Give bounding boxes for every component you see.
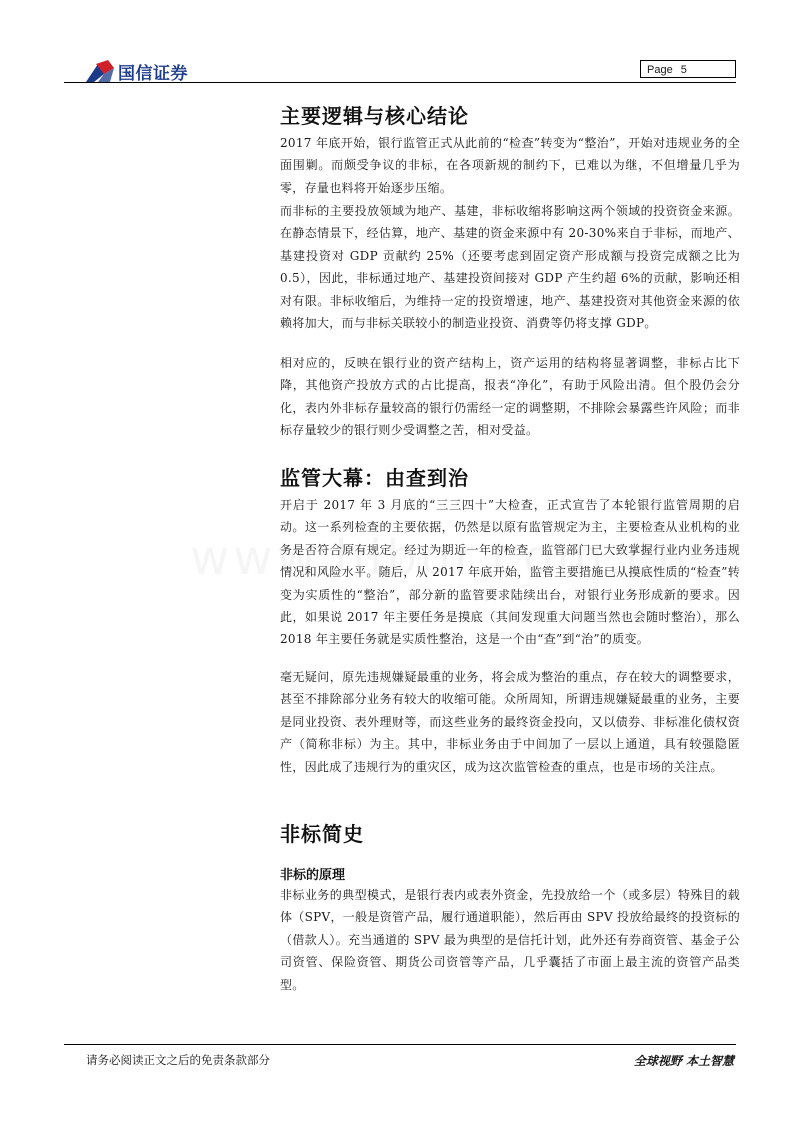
section-title-main-logic: 主要逻辑与核心结论 — [280, 104, 469, 128]
paragraph: 相对应的，反映在银行业的资产结构上，资产运用的结构将显著调整，非标占比下降，其他资产投放方式的占比提高，报表“净化”，有助于风险出清。但个股仍会分化，表内外非标存量较高的银行仍需经一定的调整期，不排除会暴露些许风险；而非标存量较少的银行则少受调整之苦，相对受益。 — [280, 356, 740, 438]
footer-disclaimer: 请务必阅读正文之后的免责条款部分 — [86, 1053, 270, 1067]
header-divider — [64, 82, 736, 83]
page-indicator — [640, 60, 736, 78]
logo-text: 国信证券 — [118, 63, 188, 84]
paragraph: 而非标的主要投放领域为地产、基建，非标收缩将影响这两个领域的投资资金来源。在静态情景下，经估算，地产、基建的资金来源中有 20-30%来自于非标，而地产、基建投资对 GDP 贡献约 25%（还要考虑到固定资产形成额与投资完成额之比为 0.5），因此，非标通过地产、基建投资间接对 GDP 产生约超 6%的贡献，影响还相对有限。非标收缩后，为维持一定的投资增速，地产、基建投资对其他资金来源的依赖将加大，而与非标关联较小的制造业投资、消费等仍将支撑 GDP。 — [280, 204, 740, 331]
section-title-history: 非标简史 — [280, 822, 364, 846]
paragraph: 开启于 2017 年 3 月底的“三三四十”大检查，正式宣告了本轮银行监管周期的启动。这一系列检查的主要依据，仍然是以原有监管规定为主，主要检查从业机构的业务是否符合原有规定。经过为期近一年的检查，监管部门已大致掌握行业内业务违规情况和风险水平。随后，从 2017 年底开始，监管主要措施已从摸底性质的“检查”转变为实质性的“整治”，部分新的监管要求陆续出台，对银行业务形成新的要求。因此，如果说 2017 年主要任务是摸底（其间发现重大问题当然也会随时整治），那么 2018 年主要任务就是实质性整治，这是一个由“查”到“治”的质变。 — [280, 498, 740, 647]
page-number: 5 — [680, 64, 687, 76]
company-logo — [86, 58, 188, 84]
page-header — [0, 0, 800, 90]
paragraph: 毫无疑问，原先违规嫌疑最重的业务，将会成为整治的重点，存在较大的调整要求，甚至不排除部分业务有较大的收缩可能。众所周知，所谓违规嫌疑最重的业务，主要是同业投资、表外理财等，而这些业务的最终资金投向，又以债券、非标准化债权资产（简称非标）为主。其中，非标业务由于中间加了一层以上通道，具有较强隐匿性，因此成了违规行为的重灾区，成为这次监管检查的重点，也是市场的关注点。 — [280, 670, 740, 774]
subsection-title: 非标的原理 — [280, 868, 346, 883]
section-title-regulation: 监管大幕：由查到治 — [280, 466, 469, 490]
paragraph: 非标业务的典型模式，是银行表内或表外资金，先投放给一个（或多层）特殊目的载体（SPV，一般是资管产品，履行通道职能），然后再由 SPV 投放给最终的投资标的（借款人）。充当通道的 SPV 最为典型的是信托计划，此外还有券商资管、基金子公司资管、保险资管、期货公司资管等产品，几乎囊括了市面上最主流的资管产品类型。 — [280, 888, 740, 992]
footer-slogan: 全球视野 本土智慧 — [633, 1054, 734, 1068]
paragraph: 2017 年底开始，银行监管正式从此前的“检查”转变为“整治”，开始对违规业务的全面围剿。而颇受争议的非标，在各项新规的制约下，已难以为继，不但增量几乎为零，存量也料将开始逐步压缩。 — [280, 136, 740, 195]
logo-mark-icon — [86, 60, 114, 82]
footer-divider — [64, 1044, 736, 1045]
page-label: Page — [647, 64, 673, 76]
